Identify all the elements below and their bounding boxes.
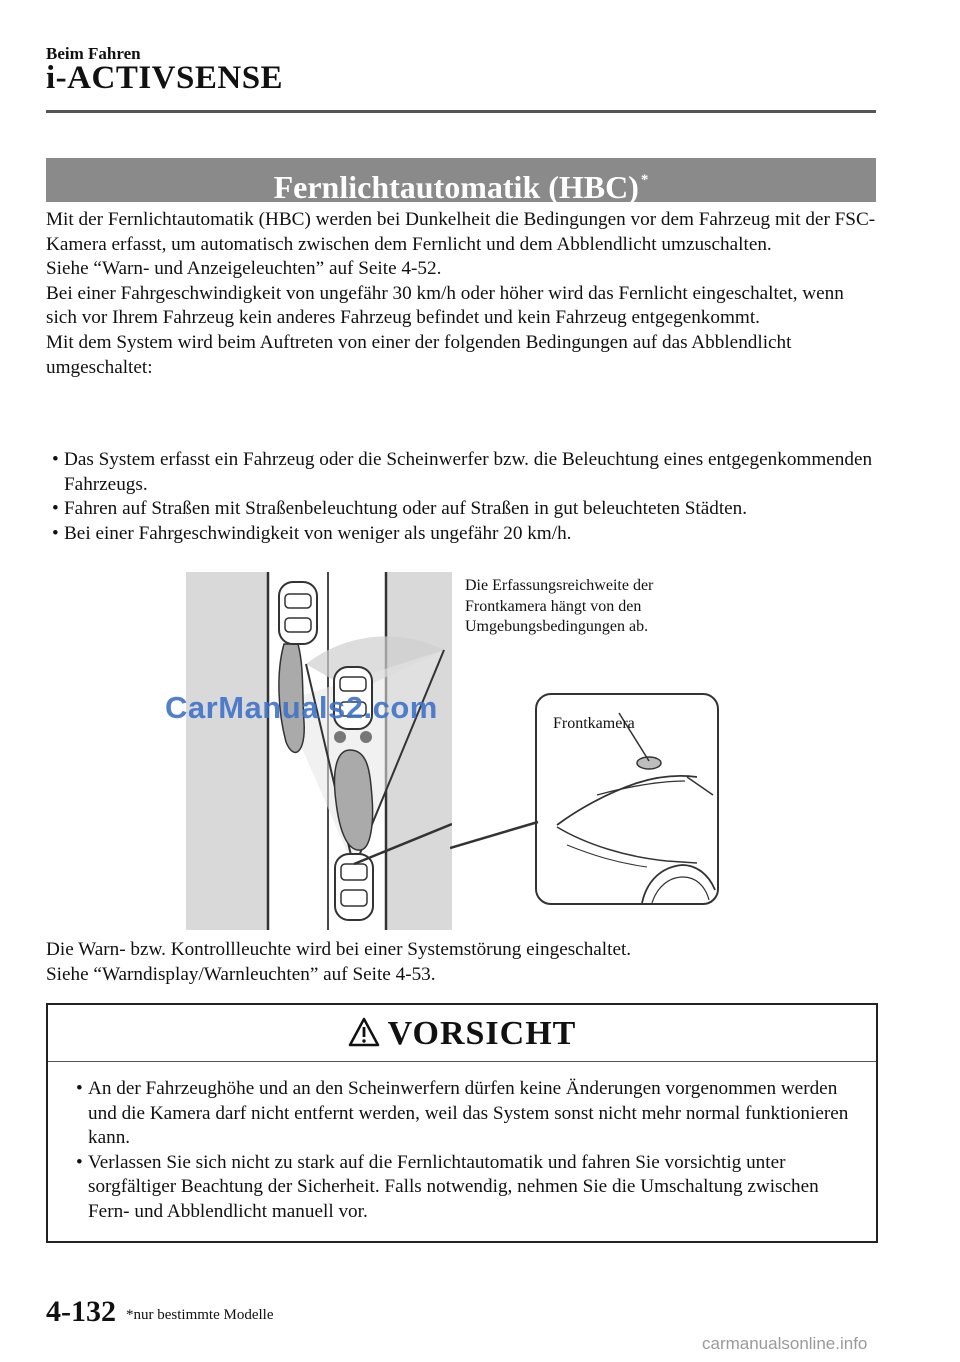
intro-paragraph: Mit dem System wird beim Auftreten von einer der folgenden Bedingungen auf das Abblendlicht umgeschaltet: xyxy=(46,331,792,378)
caution-item-text: Verlassen Sie sich nicht zu stark auf die Fernlichtautomatik und fahren Sie vorsichtig unter sorgfältiger Beachtung der Sicherheit. Falls notwendig, nehmen Sie die Umschaltung zwischen Fern- und Abblendlicht manuell vor. xyxy=(88,1151,819,1222)
connector-line xyxy=(450,820,540,860)
list-item-text: Fahren auf Straßen mit Straßenbeleuchtung oder auf Straßen in gut beleuchteten Städten. xyxy=(64,498,748,520)
intro-paragraph: Mit der Fernlichtautomatik (HBC) werden bei Dunkelheit die Bedingungen vor dem Fahrzeug mit der FSC-Kamera erfasst, um automatisch zwischen dem Fernlicht und dem Abblendlicht umzuschalten. xyxy=(46,209,876,255)
chapter-label: Beim Fahren xyxy=(46,44,141,63)
intro-text xyxy=(46,208,876,380)
watermark-text: CarManuals2.com xyxy=(165,690,438,725)
list-item xyxy=(46,448,876,497)
footnote: *nur bestimmte Modelle xyxy=(126,1307,274,1323)
bullet-icon: • xyxy=(52,449,59,470)
list-item-text: Das System erfasst ein Fahrzeug oder die Scheinwerfer bzw. die Beleuchtung eines entgegenkommenden Fahrzeugs. xyxy=(64,449,873,495)
page-number: 4-132 xyxy=(46,1295,116,1328)
list-item xyxy=(46,497,876,522)
inset-label: Frontkamera xyxy=(553,715,635,732)
section-title-mark: * xyxy=(640,172,649,188)
conditions-list xyxy=(46,448,876,546)
footer-watermark: carmanualsonline.info xyxy=(702,1334,868,1353)
caution-title xyxy=(48,1015,876,1053)
caution-list xyxy=(70,1077,860,1225)
caution-title-text: VORSICHT xyxy=(387,1015,577,1052)
section-heading xyxy=(46,158,876,205)
road-illustration xyxy=(186,572,452,930)
intro-paragraph: Siehe “Warn- und Anzeigeleuchten” auf Seite 4-52. xyxy=(46,258,442,280)
oncoming-car-icon xyxy=(279,582,317,644)
after-paragraph: Siehe “Warndisplay/Warnleuchten” auf Seite 4-53. xyxy=(46,963,436,985)
caution-header xyxy=(48,1005,876,1062)
caution-box xyxy=(46,1003,878,1243)
chapter-title: i-ACTIVSENSE xyxy=(46,60,284,96)
list-item-text: Bei einer Fahrgeschwindigkeit von weniger als ungefähr 20 km/h. xyxy=(64,522,572,544)
intro-paragraph: Bei einer Fahrgeschwindigkeit von ungefähr 30 km/h oder höher wird das Fernlicht eingeschaltet, wenn sich vor Ihrem Fahrzeug kein anderes Fahrzeug befindet und kein Fahrzeug entgegenkommt. xyxy=(46,282,844,329)
bullet-icon: • xyxy=(52,522,59,544)
after-paragraph: Die Warn- bzw. Kontrollleuchte wird bei einer Systemstörung eingeschaltet. xyxy=(46,939,632,960)
bullet-icon: • xyxy=(52,498,59,520)
section-title: Fernlichtautomatik (HBC) xyxy=(273,169,639,205)
bullet-icon: • xyxy=(76,1151,83,1173)
road-diagram-graphic xyxy=(186,572,452,930)
header-divider xyxy=(46,110,876,113)
bullet-icon: • xyxy=(76,1078,83,1099)
caution-item xyxy=(70,1151,860,1225)
after-figure-text xyxy=(46,938,876,987)
warning-triangle-icon xyxy=(348,1017,380,1047)
caution-item-text: An der Fahrzeughöhe und an den Scheinwerfern dürfen keine Änderungen vorgenommen werden und die Kamera darf nicht entfernt werden, weil das System sonst nicht mehr normal funktionieren kann. xyxy=(88,1078,849,1149)
list-item xyxy=(46,522,876,547)
figure-caption: Die Erfassungsreichweite der Frontkamera hängt von den Umgebungsbedingungen ab. xyxy=(465,577,654,635)
caution-item xyxy=(70,1077,860,1151)
